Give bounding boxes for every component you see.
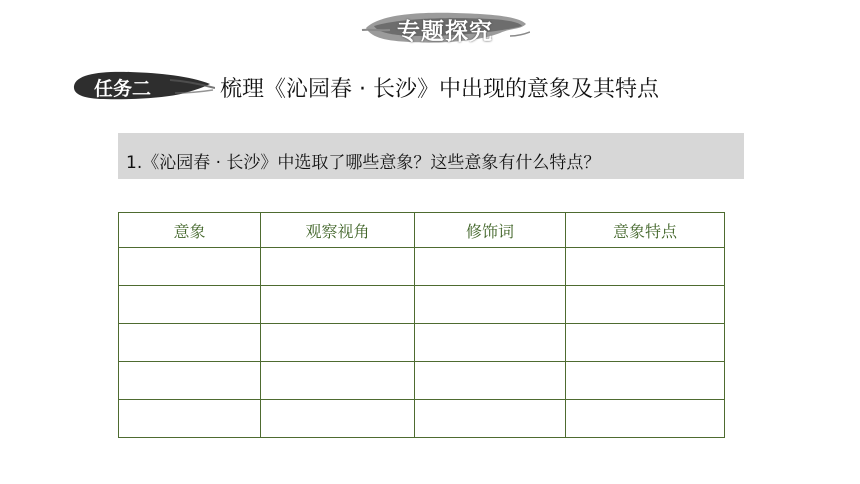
table-row (119, 248, 725, 286)
table-cell[interactable] (119, 362, 261, 400)
header-characteristics: 意象特点 (566, 213, 725, 248)
table-row (119, 324, 725, 362)
table-row (119, 286, 725, 324)
table-cell[interactable] (119, 286, 261, 324)
table-cell[interactable] (261, 248, 415, 286)
table-cell[interactable] (415, 248, 566, 286)
header-perspective: 观察视角 (261, 213, 415, 248)
table-cell[interactable] (415, 400, 566, 438)
table-header-row (119, 213, 725, 248)
table-cell[interactable] (566, 400, 725, 438)
table-cell[interactable] (261, 362, 415, 400)
table-cell[interactable] (261, 400, 415, 438)
question-text: 1.《沁园春 · 长沙》中选取了哪些意象？这些意象有什么特点？ (126, 153, 601, 173)
table-cell[interactable] (415, 324, 566, 362)
header-imagery: 意象 (119, 213, 261, 248)
table-cell[interactable] (261, 324, 415, 362)
table-cell[interactable] (119, 324, 261, 362)
table-cell[interactable] (261, 286, 415, 324)
table-cell[interactable] (566, 248, 725, 286)
table-cell[interactable] (566, 286, 725, 324)
question-box (118, 133, 744, 179)
table-cell[interactable] (566, 362, 725, 400)
table-row (119, 362, 725, 400)
header-modifier: 修饰词 (415, 213, 566, 248)
task-heading: 梳理《沁园春 · 长沙》中出现的意象及其特点 (220, 77, 659, 102)
task-badge (70, 66, 215, 106)
topic-title: 专题探究 (397, 19, 493, 45)
table-cell[interactable] (415, 362, 566, 400)
table-row (119, 400, 725, 438)
imagery-table (118, 212, 725, 438)
task-label: 任务二 (94, 78, 152, 100)
table-cell[interactable] (415, 286, 566, 324)
table-cell[interactable] (119, 400, 261, 438)
table-cell[interactable] (119, 248, 261, 286)
topic-banner (360, 6, 530, 48)
table-cell[interactable] (566, 324, 725, 362)
